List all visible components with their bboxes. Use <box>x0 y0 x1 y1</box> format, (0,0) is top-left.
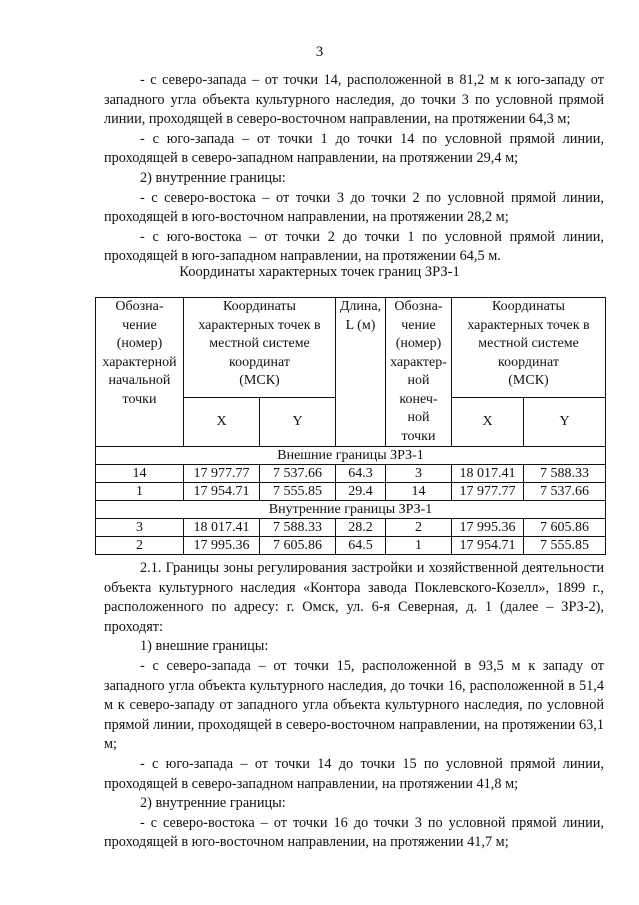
paragraph: 2) внутренние границы: <box>140 169 286 186</box>
table-row <box>96 537 606 555</box>
cell-y1: 7 588.33 <box>260 519 336 537</box>
cell-end: 2 <box>386 519 452 537</box>
cell-x2: 17 977.77 <box>452 483 524 501</box>
page-number: 3 <box>315 44 324 60</box>
section-2-text <box>104 559 604 853</box>
cell-start: 2 <box>96 537 184 555</box>
cell-x1: 17 995.36 <box>184 537 260 555</box>
header-length: Длина, L (м) <box>336 298 386 447</box>
paragraph: - с северо-востока – от точки 16 до точки 3 по условной прямой линии, проходящей в юго-восточном направлении, на протяжении 41,7 м; <box>104 814 604 851</box>
cell-y1: 7 605.86 <box>260 537 336 555</box>
paragraph: 1) внешние границы: <box>140 638 269 655</box>
cell-y2: 7 555.85 <box>524 537 606 555</box>
header-end-point: Обозна- чение (номер) характер- ной конеч- ной точки <box>386 298 452 447</box>
cell-length: 29.4 <box>336 483 386 501</box>
cell-y2: 7 605.86 <box>524 519 606 537</box>
header-x-end: X <box>452 398 524 447</box>
table-row <box>96 519 606 537</box>
section-1-text <box>104 71 604 267</box>
paragraph: - с юго-востока – от точки 2 до точки 1 по условной прямой линии, проходящей в юго-западном направлении, на протяжении 64,5 м. <box>104 228 604 265</box>
cell-y1: 7 537.66 <box>260 465 336 483</box>
cell-x2: 17 954.71 <box>452 537 524 555</box>
paragraph: - с юго-запада – от точки 14 до точки 15 по условной прямой линии, проходящей в северо-западном направлении, на протяжении 41,8 м; <box>104 755 604 792</box>
paragraph: - с юго-запада – от точки 1 до точки 14 по условной прямой линии, проходящей в северо-западном направлении, на протяжении 29,4 м; <box>104 130 604 167</box>
cell-length: 64.5 <box>336 537 386 555</box>
cell-x1: 18 017.41 <box>184 519 260 537</box>
cell-x1: 17 977.77 <box>184 465 260 483</box>
cell-y2: 7 537.66 <box>524 483 606 501</box>
cell-end: 1 <box>386 537 452 555</box>
header-coordinates-end: Координаты характерных точек в местной системе координат (МСК) <box>452 298 606 398</box>
cell-end: 14 <box>386 483 452 501</box>
header-y-start: Y <box>260 398 336 447</box>
section-title: Внутренние границы ЗРЗ-1 <box>96 501 606 519</box>
cell-length: 28.2 <box>336 519 386 537</box>
paragraph: 2) внутренние границы: <box>140 795 286 812</box>
table-header-row <box>96 298 606 398</box>
cell-y1: 7 555.85 <box>260 483 336 501</box>
cell-start: 3 <box>96 519 184 537</box>
cell-x2: 18 017.41 <box>452 465 524 483</box>
header-y-end: Y <box>524 398 606 447</box>
coordinates-table <box>95 297 606 555</box>
cell-length: 64.3 <box>336 465 386 483</box>
header-coordinates-start: Координаты характерных точек в местной системе координат (МСК) <box>184 298 336 398</box>
section-title-row <box>96 501 606 519</box>
cell-y2: 7 588.33 <box>524 465 606 483</box>
table-row <box>96 465 606 483</box>
cell-x2: 17 995.36 <box>452 519 524 537</box>
cell-x1: 17 954.71 <box>184 483 260 501</box>
cell-end: 3 <box>386 465 452 483</box>
cell-start: 1 <box>96 483 184 501</box>
header-x-start: X <box>184 398 260 447</box>
paragraph: - с северо-запада – от точки 14, расположенной в 81,2 м к юго-западу от западного угла объекта культурного наследия, до точки 3 по условной прямой линии, проходящей в северо-восточном направлении, на протяжении 64,3 м; <box>104 72 604 128</box>
paragraph: - с северо-запада – от точки 15, расположенной в 93,5 м к западу от западного угла объекта культурного наследия, до точки 16, расположенной в 51,4 м к северо-западу от западного угла объекта культурного наследия, по условной прямой линии, проходящей в северо-восточном направлении, на протяжении 63,1 м; <box>104 657 604 753</box>
header-start-point: Обозна- чение (номер) характерной начальной точки <box>96 298 184 447</box>
section-title: Внешние границы ЗРЗ-1 <box>96 447 606 465</box>
table-row <box>96 483 606 501</box>
paragraph: - с северо-востока – от точки 3 до точки 2 по условной прямой линии, проходящей в юго-восточном направлении, на протяжении 28,2 м; <box>104 189 604 226</box>
paragraph: 2.1. Границы зоны регулирования застройки и хозяйственной деятельности объекта культурного наследия «Контора завода Поклевского-Козелл», 1899 г., расположенного по адресу: г. Омск, ул. 6-я Северная, д. 1 (далее – ЗРЗ-2), проходят: <box>104 560 604 635</box>
section-title-row <box>96 447 606 465</box>
cell-start: 14 <box>96 465 184 483</box>
table-caption: Координаты характерных точек границ ЗРЗ-1 <box>179 264 460 280</box>
